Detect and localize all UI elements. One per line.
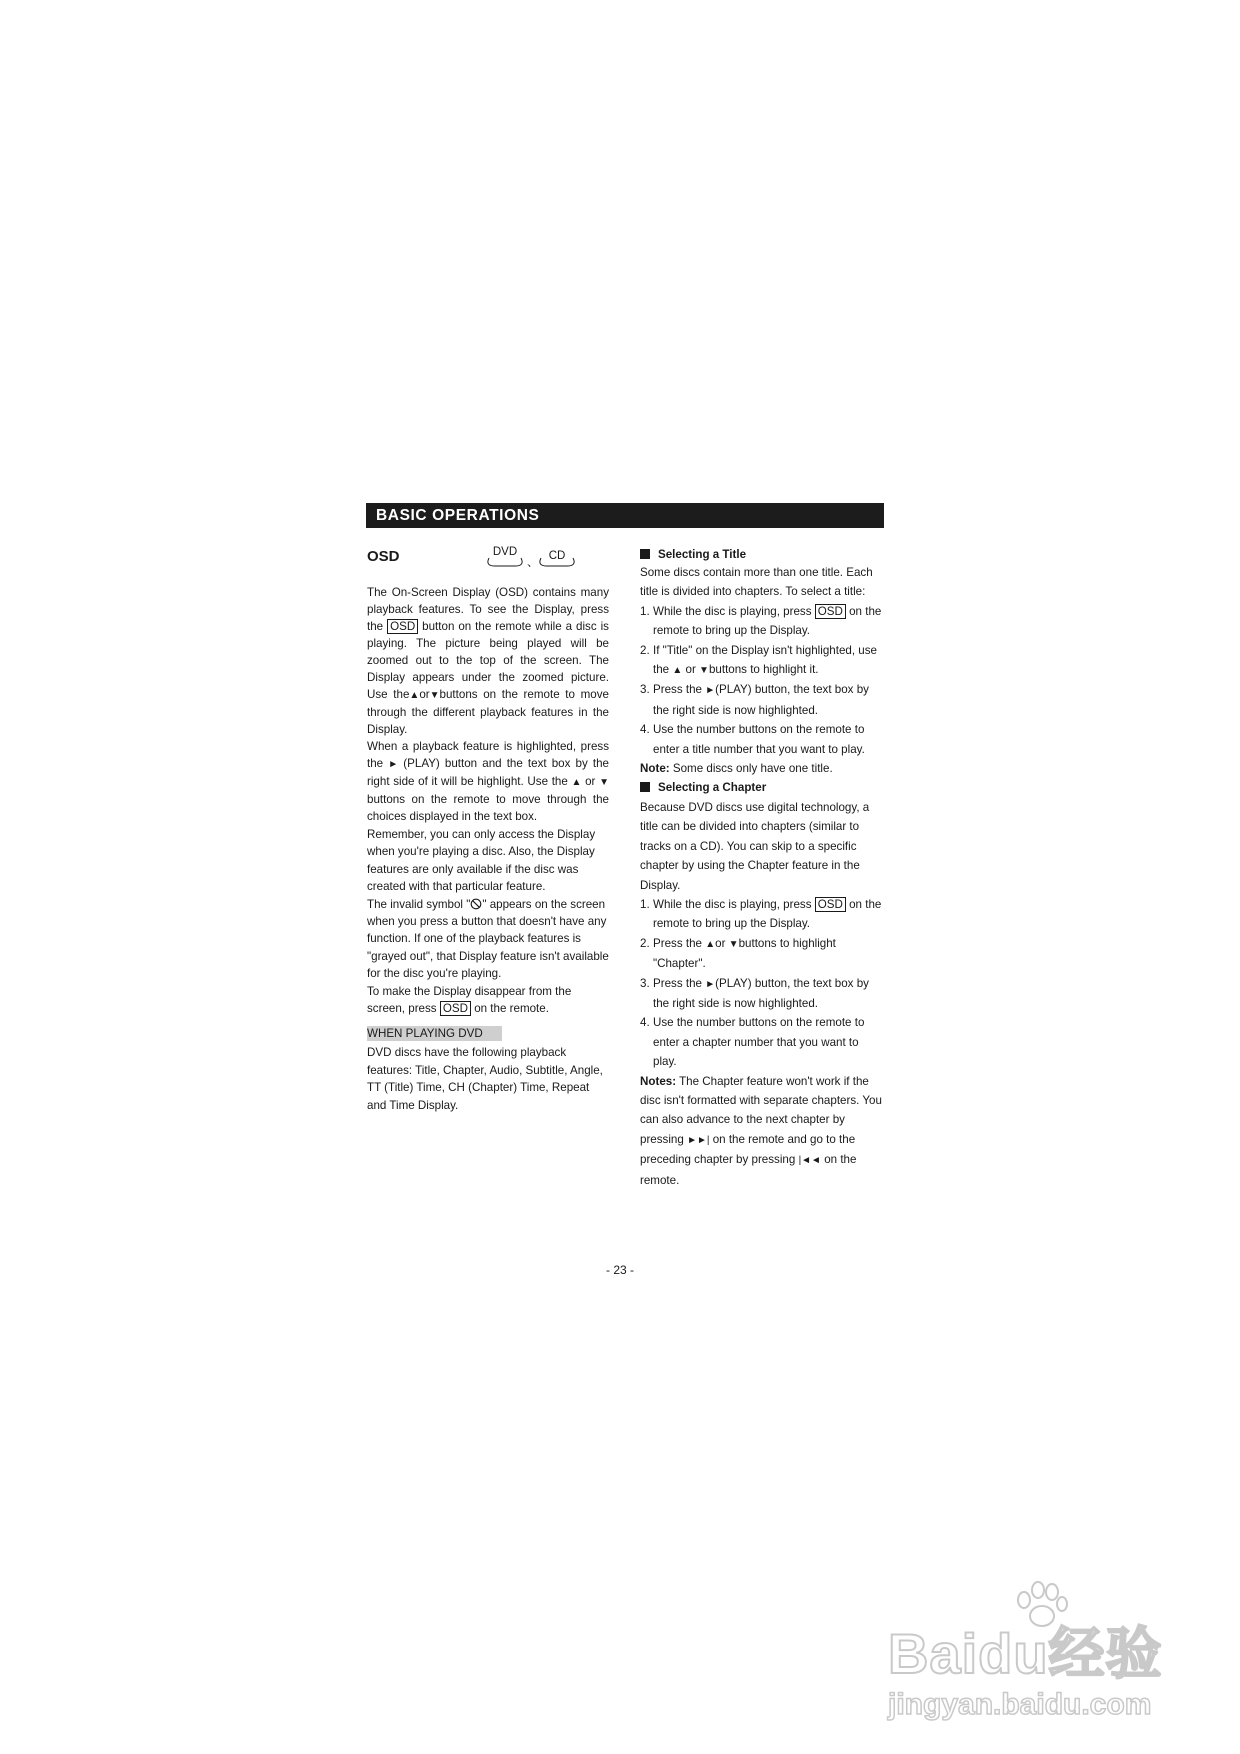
watermark-main-text: Baidu经验 [888, 1622, 1163, 1685]
osd-p2-text-b: (PLAY) button and the text box by the right side of it will be highlight. Use the [367, 757, 609, 788]
osd-paragraph-3: Remember, you can only access the Display when you're playing a disc. Also, the Display features are only available if the disc was created with that particular feature. [367, 828, 596, 894]
title-step-4 [640, 720, 885, 759]
step-body [653, 974, 885, 1014]
title-step-1 [640, 602, 885, 641]
step-text: buttons to highlight [738, 936, 836, 950]
dvd-features-text: DVD discs have the following playback features: Title, Chapter, Audio, Subtitle, Angle, TT (Title) Time, CH (Chapter) Time, Repeat and Time Display. [367, 1046, 603, 1112]
cd-label: CD [548, 550, 566, 562]
osd-button-label: OSD [440, 1001, 471, 1016]
step-body [653, 895, 885, 934]
step-or: or [685, 663, 696, 677]
page-number: - 23 - [605, 1263, 634, 1277]
step-number: 4. [640, 723, 650, 737]
chapter-step-2 [640, 934, 885, 974]
right-column [640, 546, 885, 1190]
watermark-logo [880, 1580, 1180, 1730]
section-header [366, 503, 884, 528]
title-step-3 [640, 680, 885, 720]
osd-title: OSD [367, 548, 400, 565]
note-label: Note: [640, 762, 670, 776]
up-arrow-icon: ▲ [571, 777, 582, 788]
osd-paragraph-4 [367, 896, 609, 983]
dvd-heading-row [367, 1025, 609, 1042]
step-number: 4. [640, 1016, 650, 1030]
step-number: 1. [640, 604, 650, 618]
cd-disc-mark [537, 546, 577, 568]
chapter-step-1 [640, 895, 885, 934]
notes-label: Notes: [640, 1074, 677, 1088]
osd-p2-text-c: buttons on the remote to move through the choices displayed in the text box. [367, 793, 609, 823]
up-arrow-icon: ▲ [705, 938, 716, 950]
step-text: (PLAY) button, the text box by the right side is now highlighted. [653, 976, 869, 1010]
step-body: Use the number buttons on the remote to enter a chapter number that you want to play. [653, 1016, 865, 1069]
step-text: (PLAY) button, the text box by the right side is now highlighted. [653, 683, 869, 717]
disc-type-indicator [485, 546, 595, 568]
chapter-intro: Because DVD discs use digital technology, a title can be divided into chapters (similar to tracks on a CD). You can skip to a specific chapter by using the Chapter feature in the Display. [640, 800, 870, 892]
cd-arc-icon [537, 556, 577, 568]
step-number: 2. [640, 936, 650, 950]
title-intro: Some discs contain more than one title. Each title is divided into chapters. To select a title: [640, 566, 873, 599]
osd-paragraph-2 [367, 738, 609, 825]
up-arrow-icon: ▲ [409, 690, 420, 701]
invalid-symbol-icon [470, 898, 482, 910]
step-text: Press the [653, 936, 702, 950]
square-bullet-icon [640, 782, 650, 792]
step-body [653, 680, 885, 720]
title-section-heading-text: Selecting a Title [658, 548, 747, 561]
notes-text: on the remote and go to the preceding chapter by pressing [640, 1132, 856, 1167]
step-number: 2. [640, 643, 650, 657]
chapter-section-heading [640, 778, 885, 797]
square-bullet-icon [640, 549, 650, 559]
osd-paragraph-1 [367, 584, 609, 738]
play-icon: ► [705, 685, 716, 697]
step-or: or [715, 936, 726, 950]
osd-paragraph-5 [367, 983, 609, 1018]
step-body [653, 641, 885, 681]
osd-p2-or: or [585, 775, 596, 788]
step-number: 3. [640, 683, 650, 697]
osd-button-label: OSD [815, 604, 846, 619]
play-icon: ► [388, 759, 399, 770]
title-step-2 [640, 641, 885, 681]
chapter-notes [640, 1072, 885, 1190]
step-text: If "Title" on the Display isn't highlighted, use the [653, 643, 877, 677]
step-body: Use the number buttons on the remote to enter a title number that you want to play. [653, 723, 865, 756]
step-text: While the disc is playing, press [653, 897, 812, 911]
previous-chapter-icon: |◄◄ [798, 1155, 821, 1167]
osd-heading-row [367, 546, 609, 584]
osd-p4-text-a: The invalid symbol " [367, 897, 471, 911]
left-column [367, 546, 609, 1114]
step-text: on the remote to bring up the Display. [653, 604, 882, 638]
osd-p5-text-a: To make the Display disappear from the screen, press [367, 984, 572, 1016]
title-note [640, 759, 885, 778]
step-text: "Chapter". [653, 957, 706, 971]
watermark-url: jingyan.baidu.com [888, 1688, 1152, 1721]
chapter-step-4 [640, 1013, 885, 1071]
osd-p1-or: or [419, 688, 430, 701]
osd-p2-text-a: When a playback feature is highlighted, press the [367, 740, 609, 770]
step-number: 3. [640, 976, 650, 990]
dvd-arc-icon [485, 556, 525, 568]
down-arrow-icon: ▼ [728, 938, 739, 950]
osd-button-label: OSD [815, 897, 846, 912]
dvd-disc-mark [485, 546, 525, 568]
step-text: Press the [653, 976, 702, 990]
up-arrow-icon: ▲ [672, 665, 683, 677]
step-text: on the remote to bring up the Display. [653, 897, 882, 931]
note-text: Some discs only have one title. [672, 762, 833, 776]
title-section-heading [640, 546, 885, 563]
step-text: buttons to highlight it. [708, 663, 819, 677]
step-body [653, 934, 885, 974]
step-text: While the disc is playing, press [653, 604, 812, 618]
osd-p1-text-b: button on the remote while a disc is playing. The picture being played will be zoomed out to the top of the screen. The Display appears under the zoomed picture. Use the [367, 620, 609, 701]
chapter-step-3 [640, 974, 885, 1014]
osd-button-label: OSD [387, 619, 418, 634]
down-arrow-icon: ▼ [699, 665, 709, 677]
next-chapter-icon: ►►| [687, 1134, 710, 1146]
step-number: 1. [640, 897, 650, 911]
disc-separator: 、 [527, 557, 539, 569]
down-arrow-icon: ▼ [429, 690, 440, 701]
play-icon: ► [705, 978, 716, 990]
chapter-section-heading-text: Selecting a Chapter [658, 781, 767, 795]
osd-p5-text-b: on the remote. [474, 1002, 549, 1016]
dvd-label: DVD [492, 546, 518, 558]
when-playing-dvd-heading: WHEN PLAYING DVD [367, 1026, 502, 1041]
osd-p1-text-a: The On-Screen Display (OSD) contains many playback features. To see the Display, press the [367, 586, 609, 633]
step-text: Press the [653, 683, 702, 697]
down-arrow-icon: ▼ [599, 777, 609, 788]
osd-p4-text-b: " appears on the screen when you press a button that doesn't have any function. If one of the playback features is "grayed out", that Display feature isn't available for the disc you're playing. [367, 897, 609, 981]
section-header-title: BASIC OPERATIONS [376, 507, 540, 524]
osd-p1-text-c: buttons on the remote to move through the different playback features in the Display. [367, 688, 609, 736]
notes-text: The Chapter feature won't work if the disc isn't formatted with separate chapters. You can also advance to the next chapter by pressing [640, 1074, 882, 1146]
step-body [653, 602, 885, 641]
notes-text: on the remote. [640, 1153, 857, 1187]
